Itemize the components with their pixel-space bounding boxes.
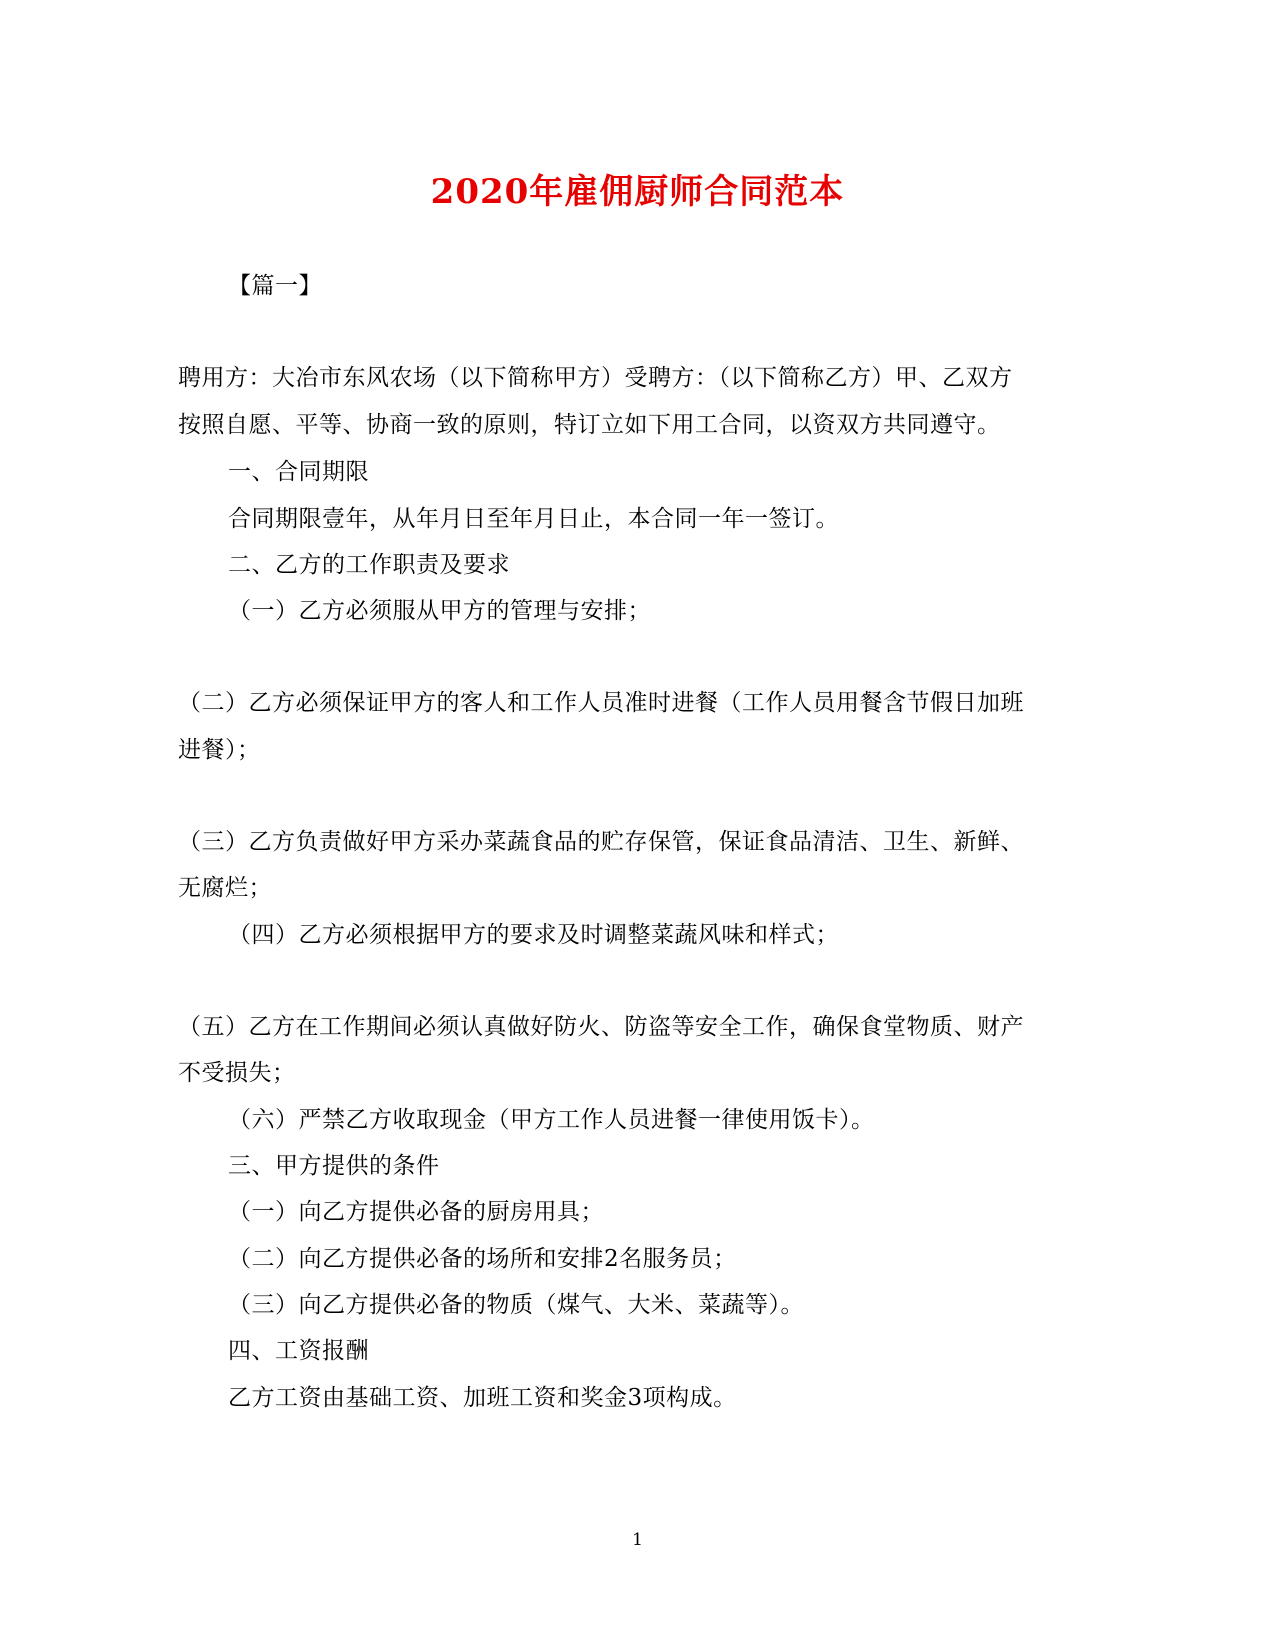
paragraph-line: 聘用方：大冶市东风农场（以下简称甲方）受聘方：（以下简称乙方）甲、乙双方	[178, 365, 1013, 391]
paragraph-line: 合同期限壹年，从年月日至年月日止，本合同一年一签订。	[228, 506, 839, 532]
paragraph-line: 按照自愿、平等、协商一致的原则，特订立如下用工合同，以资双方共同遵守。	[178, 412, 1001, 438]
list-item: （六）严禁乙方收取现金（甲方工作人员进餐一律使用饭卡）。	[228, 1107, 875, 1133]
list-item: （一）向乙方提供必备的厨房用具；	[228, 1199, 604, 1225]
page-number: 1	[632, 1530, 643, 1550]
list-item-continuation: 无腐烂；	[178, 875, 272, 901]
list-item: （四）乙方必须根据甲方的要求及时调整菜蔬风味和样式；	[228, 922, 839, 948]
list-item: （二）向乙方提供必备的场所和安排2名服务员；	[228, 1246, 737, 1272]
list-item: （二）乙方必须保证甲方的客人和工作人员准时进餐（工作人员用餐含节假日加班	[178, 690, 1024, 716]
section-label: 【篇一】	[228, 273, 322, 299]
list-item-continuation: 不受损失；	[178, 1060, 296, 1086]
heading-line: 一、合同期限	[228, 459, 369, 485]
heading-line: 二、乙方的工作职责及要求	[228, 552, 510, 578]
heading-line: 四、工资报酬	[228, 1338, 369, 1364]
list-item: （三）乙方负责做好甲方采办菜蔬食品的贮存保管，保证食品清洁、卫生、新鲜、	[178, 829, 1024, 855]
list-item: （一）乙方必须服从甲方的管理与安排；	[228, 598, 651, 624]
list-item: （五）乙方在工作期间必须认真做好防火、防盗等安全工作，确保食堂物质、财产	[178, 1014, 1024, 1040]
list-item-continuation: 进餐）；	[178, 737, 261, 763]
heading-line: 三、甲方提供的条件	[228, 1153, 440, 1179]
list-item: （三）向乙方提供必备的物质（煤气、大米、菜蔬等）。	[228, 1292, 804, 1318]
paragraph-line: 乙方工资由基础工资、加班工资和奖金3项构成。	[228, 1385, 737, 1411]
document-title: 2020年雇佣厨师合同范本	[430, 172, 845, 212]
